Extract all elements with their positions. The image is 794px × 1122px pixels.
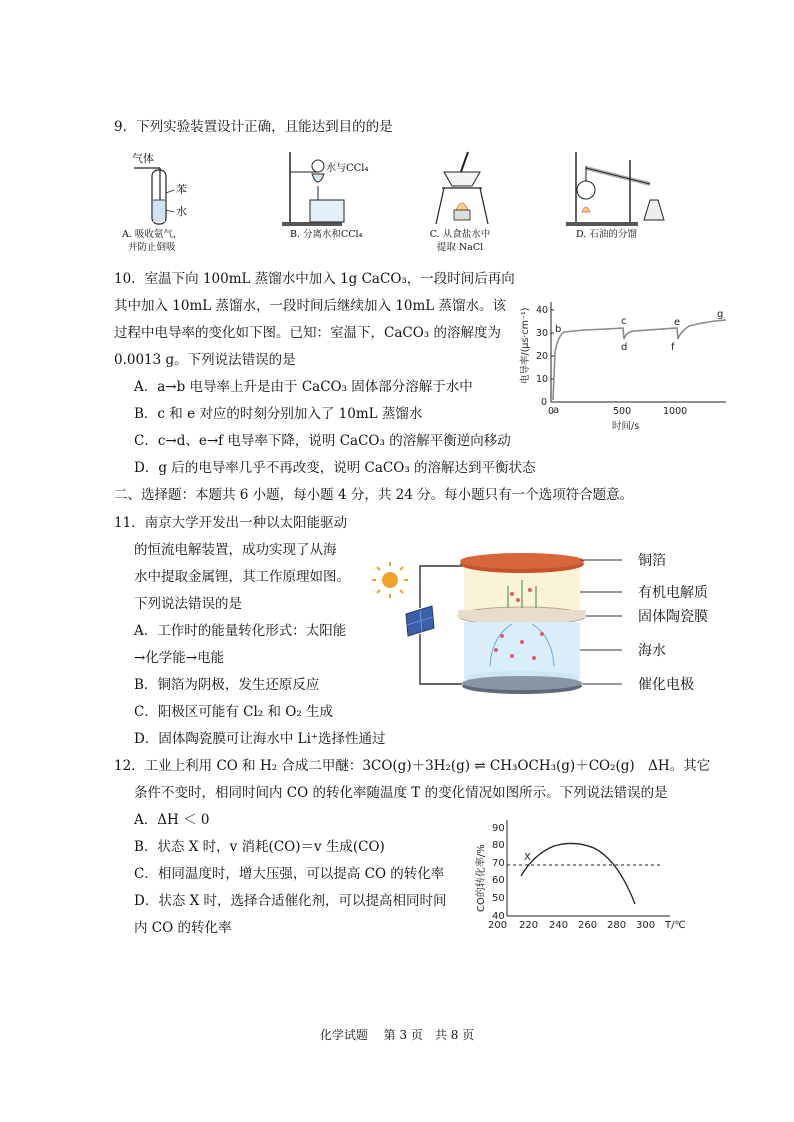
q10-option-b: B．c 和 e 对应的时刻分别加入了 10mL 蒸馏水 — [134, 406, 423, 422]
apparatus-a-water-label: 水 — [176, 205, 187, 218]
q10-stem-line-1: 10．室温下向 100mL 蒸馏水中加入 1g CaCO₃，一段时间后再向 — [114, 271, 515, 287]
q12-xtick-240: 240 — [549, 920, 569, 931]
q12-ytick-60: 60 — [492, 875, 505, 886]
q11-stem-line-1: 11．南京大学开发出一种以太阳能驱动 — [114, 515, 348, 531]
q10-option-c: C．c→d、e→f 电导率下降，说明 CaCO₃ 的溶解平衡逆向移动 — [134, 433, 511, 449]
q12-ytick-40: 40 — [492, 911, 505, 922]
q12-option-c: C．相同温度时，增大压强，可以提高 CO 的转化率 — [134, 866, 445, 882]
label-ceramic-membrane: 固体陶瓷膜 — [638, 609, 708, 625]
q12-ytick-70: 70 — [492, 858, 505, 869]
q10-stem-line-4: 0.0013 g。下列说法错误的是 — [114, 352, 296, 368]
q12-xtick-280: 280 — [607, 920, 627, 931]
q12-stem-line-1: 12．工业上利用 CO 和 H₂ 合成二甲醚：3CO(g)＋3H₂(g) ⇌ CH₃OCH₃(g)＋CO₂(g) ΔH。其它 — [114, 758, 711, 774]
label-catalytic-electrode: 催化电极 — [638, 677, 694, 693]
q10-xtick-1000: 1000 — [663, 406, 688, 417]
q10-ytick-30: 30 — [536, 328, 549, 339]
q12-xtick-300: 300 — [636, 920, 656, 931]
apparatus-a-caption-2: 并防止倒吸 — [128, 242, 176, 253]
q10-conductivity-chart — [514, 292, 734, 432]
q10-xtick-500: 500 — [613, 406, 632, 417]
q10-ytick-10: 10 — [536, 374, 549, 385]
q12-option-b: B．状态 X 时，v 消耗(CO)＝v 生成(CO) — [134, 839, 385, 855]
q12-ytick-90: 90 — [492, 823, 505, 834]
q12-option-d-line-1: D．状态 X 时，选择合适催化剂，可以提高相同时间 — [134, 893, 447, 909]
apparatus-a-gas-label: 气体 — [132, 152, 154, 165]
solar-panel-icon — [406, 606, 434, 636]
q11-option-a-line-2: →化学能→电能 — [134, 650, 225, 666]
q10-point-a: a — [553, 405, 560, 416]
q10-ytick-40: 40 — [536, 305, 549, 316]
q10-xlabel: 时间/s — [612, 421, 640, 432]
q11-stem-line-3: 水中提取金属锂，其工作原理如图。 — [134, 569, 350, 585]
apparatus-b-figure — [282, 150, 372, 228]
q12-point-x: X — [524, 852, 531, 863]
section-2-heading: 二、选择题：本题共 6 小题，每小题 4 分，共 24 分。每小题只有一个选项符合题意。 — [114, 487, 634, 503]
q12-ylabel: CO的转化率/% — [476, 844, 487, 912]
q12-xlabel: T/℃ — [665, 920, 686, 931]
apparatus-b-label: 水与CCl₄ — [326, 163, 369, 174]
apparatus-c-caption-1: C. 从食盐水中 — [429, 229, 491, 240]
q10-ytick-0: 0 — [541, 397, 548, 408]
label-organic-electrolyte: 有机电解质 — [638, 585, 708, 601]
q10-option-a: A．a→b 电导率上升是由于 CaCO₃ 固体部分溶解于水中 — [134, 379, 473, 395]
q10-stem-line-3: 过程中电导率的变化如下图。已知：室温下，CaCO₃ 的溶解度为 — [114, 325, 501, 341]
label-copper-foil: 铜箔 — [638, 553, 666, 569]
q10-point-b: b — [555, 324, 562, 335]
q10-point-e: e — [674, 317, 681, 328]
q10-ytick-20: 20 — [536, 351, 549, 362]
label-seawater: 海水 — [638, 643, 666, 659]
apparatus-d-caption: D. 石油的分馏 — [576, 229, 637, 240]
q12-ytick-80: 80 — [492, 840, 505, 851]
page-footer: 化学试题 第 3 页 共 8 页 — [319, 1028, 475, 1042]
q11-option-b: B．铜箔为阴极，发生还原反应 — [134, 677, 320, 693]
q12-option-d-line-2: 内 CO 的转化率 — [134, 920, 232, 936]
q10-point-d: d — [621, 342, 628, 353]
apparatus-a-benzene-label: 苯 — [176, 183, 187, 196]
q11-option-a-line-1: A．工作时的能量转化形式：太阳能 — [134, 623, 347, 639]
q11-option-d: D．固体陶瓷膜可让海水中 Li⁺选择性通过 — [134, 731, 386, 747]
q11-option-c: C．阳极区可能有 Cl₂ 和 O₂ 生成 — [134, 704, 334, 720]
q11-stem-line-2: 的恒流电解装置，成功实现了从海 — [134, 542, 337, 558]
apparatus-b-caption: B. 分离水和CCl₄ — [290, 229, 363, 240]
q11-electrolysis-device — [372, 546, 632, 712]
apparatus-c-caption-2: 提取 NaCl — [436, 242, 484, 253]
apparatus-d-figure — [560, 150, 670, 228]
q12-conversion-chart — [470, 814, 690, 932]
q11-stem-line-4: 下列说法错误的是 — [134, 596, 242, 612]
q10-point-f: f — [671, 342, 675, 353]
q10-ylabel: 电导率/(μs·cm⁻¹) — [520, 307, 531, 384]
q12-xtick-220: 220 — [519, 920, 539, 931]
q10-point-c: c — [621, 316, 627, 327]
q10-point-g: g — [717, 309, 724, 320]
q12-option-a: A．ΔH ＜ 0 — [134, 812, 210, 828]
q10-option-d: D．g 后的电导率几乎不再改变，说明 CaCO₃ 的溶解达到平衡状态 — [134, 460, 536, 476]
q10-xtick-0: 0 — [548, 406, 555, 417]
apparatus-c-figure — [432, 150, 492, 230]
sun-icon — [372, 562, 408, 598]
q12-ytick-50: 50 — [492, 893, 505, 904]
q12-xtick-260: 260 — [578, 920, 598, 931]
apparatus-a-caption-1: A. 吸收氨气， — [122, 229, 183, 240]
q12-xtick-200: 200 — [488, 920, 508, 931]
q12-stem-line-2: 条件不变时，相同时间内 CO 的转化率随温度 T 的变化情况如图所示。下列说法错误的是 — [134, 785, 668, 801]
q10-stem-line-2: 其中加入 10mL 蒸馏水，一段时间后继续加入 10mL 蒸馏水。该 — [114, 298, 507, 314]
q9-stem: 9．下列实验装置设计正确，且能达到目的的是 — [114, 119, 393, 135]
